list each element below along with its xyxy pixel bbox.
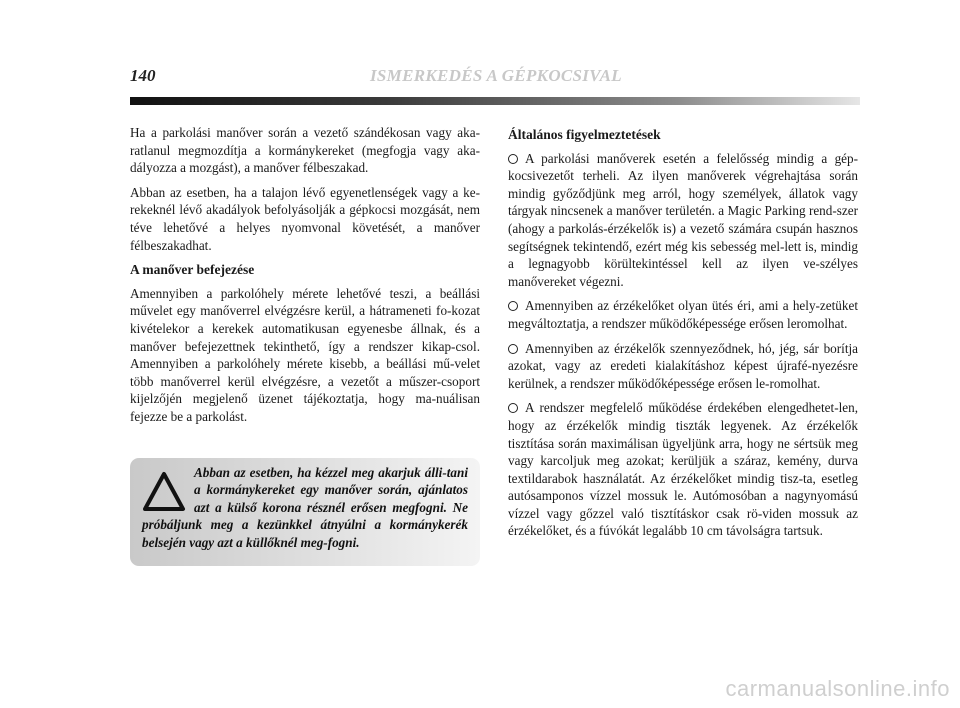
- section-heading: Általános figyelmeztetések: [508, 127, 661, 142]
- bullet-text: Amennyiben az érzékelők szennyeződnek, hó, jég, sár borítja azokat, vagy az eredeti kialakításhoz képest újrafé-nyezésre kerülnek, a rendszer működőképessége erősen le-romolhat.: [508, 340, 858, 391]
- paragraph: Amennyiben a parkolóhely mérete lehetővé teszi, a beállási művelet egy manőverrel elvégzésre kerül, a hátrameneti fo-kozat kivételekor a kerekek automatikusan egyenesbe állnak, és a manőver befejezettnek tekinthető, így a rendszer kikap-csol. Amennyiben a parkolóhely mérete kisebb, a beállási mű-velet több manőverrel kerül elvégzésre, a vezetőt a műszer-csoport kijelzőjén megjelenő üzenet tájékoztatja, hogy ma-nuálisan fejezze be a parkolást.: [130, 285, 480, 424]
- right-column: [508, 124, 858, 547]
- bullet-item: [508, 340, 858, 393]
- paragraph: Abban az esetben, ha a talajon lévő egyenetlenségek vagy a ke-rekeknél lévő akadályok befolyásolják a gépkocsi mozgását, nem téve lehetővé a helyes nyomvonal követését, a manőver félbeszakadhat.: [130, 184, 480, 253]
- header-rule: [130, 97, 860, 105]
- paragraph: Ha a parkolási manőver során a vezető szándékosan vagy aka-ratlanul megmozdítja a kormánykereket (megfogja vagy aka-dályozza a mozgást), a manőver félbeszakad.: [130, 125, 480, 176]
- circle-bullet-icon: [508, 301, 518, 311]
- warning-text: Abban az esetben, ha kézzel meg akarjuk álli-tani a kormánykereket egy manőver során, ajánlatos azt a külső korona résznél erősen megfogni. Ne próbáljunk meg a kezünkkel átnyúlni a kormánykerék belsején vagy azt a küllőknél meg-fogni.: [142, 465, 468, 550]
- page-number: 140: [130, 66, 156, 85]
- watermark: carmanualsonline.info: [725, 676, 950, 701]
- circle-bullet-icon: [508, 403, 518, 413]
- bullet-item: [508, 150, 858, 291]
- bullet-item: [508, 399, 858, 540]
- section-heading: A manőver befejezése: [130, 262, 255, 278]
- circle-bullet-icon: [508, 154, 518, 164]
- bullet-text: A parkolási manőverek esetén a felelősség mindig a gép-kocsivezetőt terheli. Az ilyen manőverek végrehajtása során mindig győződjünk meg arról, hogy személyek, állatok vagy tárgyak nincsenek a manőver területén. a Magic Parking rend-szer (ahogy a parkolás-érzékelők is) a vezető számára csupán hasznos segítségnek tekintendő, ezért még kis sebesség mel-lett is, mindig a legnagyobb körültekintéssel kell az ilyen ve-szélyes manővereket végezni.: [508, 150, 858, 289]
- bullet-text: Amennyiben az érzékelőket olyan ütés éri, ami a hely-zetüket megváltoztatja, a rendszer működőképessége erősen leromolhat.: [508, 298, 858, 331]
- warning-triangle-icon: [142, 470, 186, 514]
- running-title: ISMERKEDÉS A GÉPKOCSIVAL: [370, 66, 622, 85]
- left-column: [130, 124, 480, 433]
- warning-box: [130, 458, 480, 566]
- circle-bullet-icon: [508, 344, 518, 354]
- bullet-text: A rendszer megfelelő működése érdekében elengedhetet-len, hogy az érzékelők mindig tiszták legyenek. Az érzékelők tisztítása során maximálisan ügyeljünk arra, hogy ne sértsük meg vagy karcoljuk meg azokat; kerüljük a száraz, kemény, durva textildarabok használatát. Az érzékelőket mindig tisz-ta, esetleg autósamponos vízzel mossuk le. Autómosóban a nagynyomású vízzel vagy gőzzel való tisztításkor csak rö-viden mossuk az érzékelőket, és a fúvókát legalább 10 cm távolságra tartsuk.: [508, 400, 858, 539]
- bullet-item: [508, 297, 858, 332]
